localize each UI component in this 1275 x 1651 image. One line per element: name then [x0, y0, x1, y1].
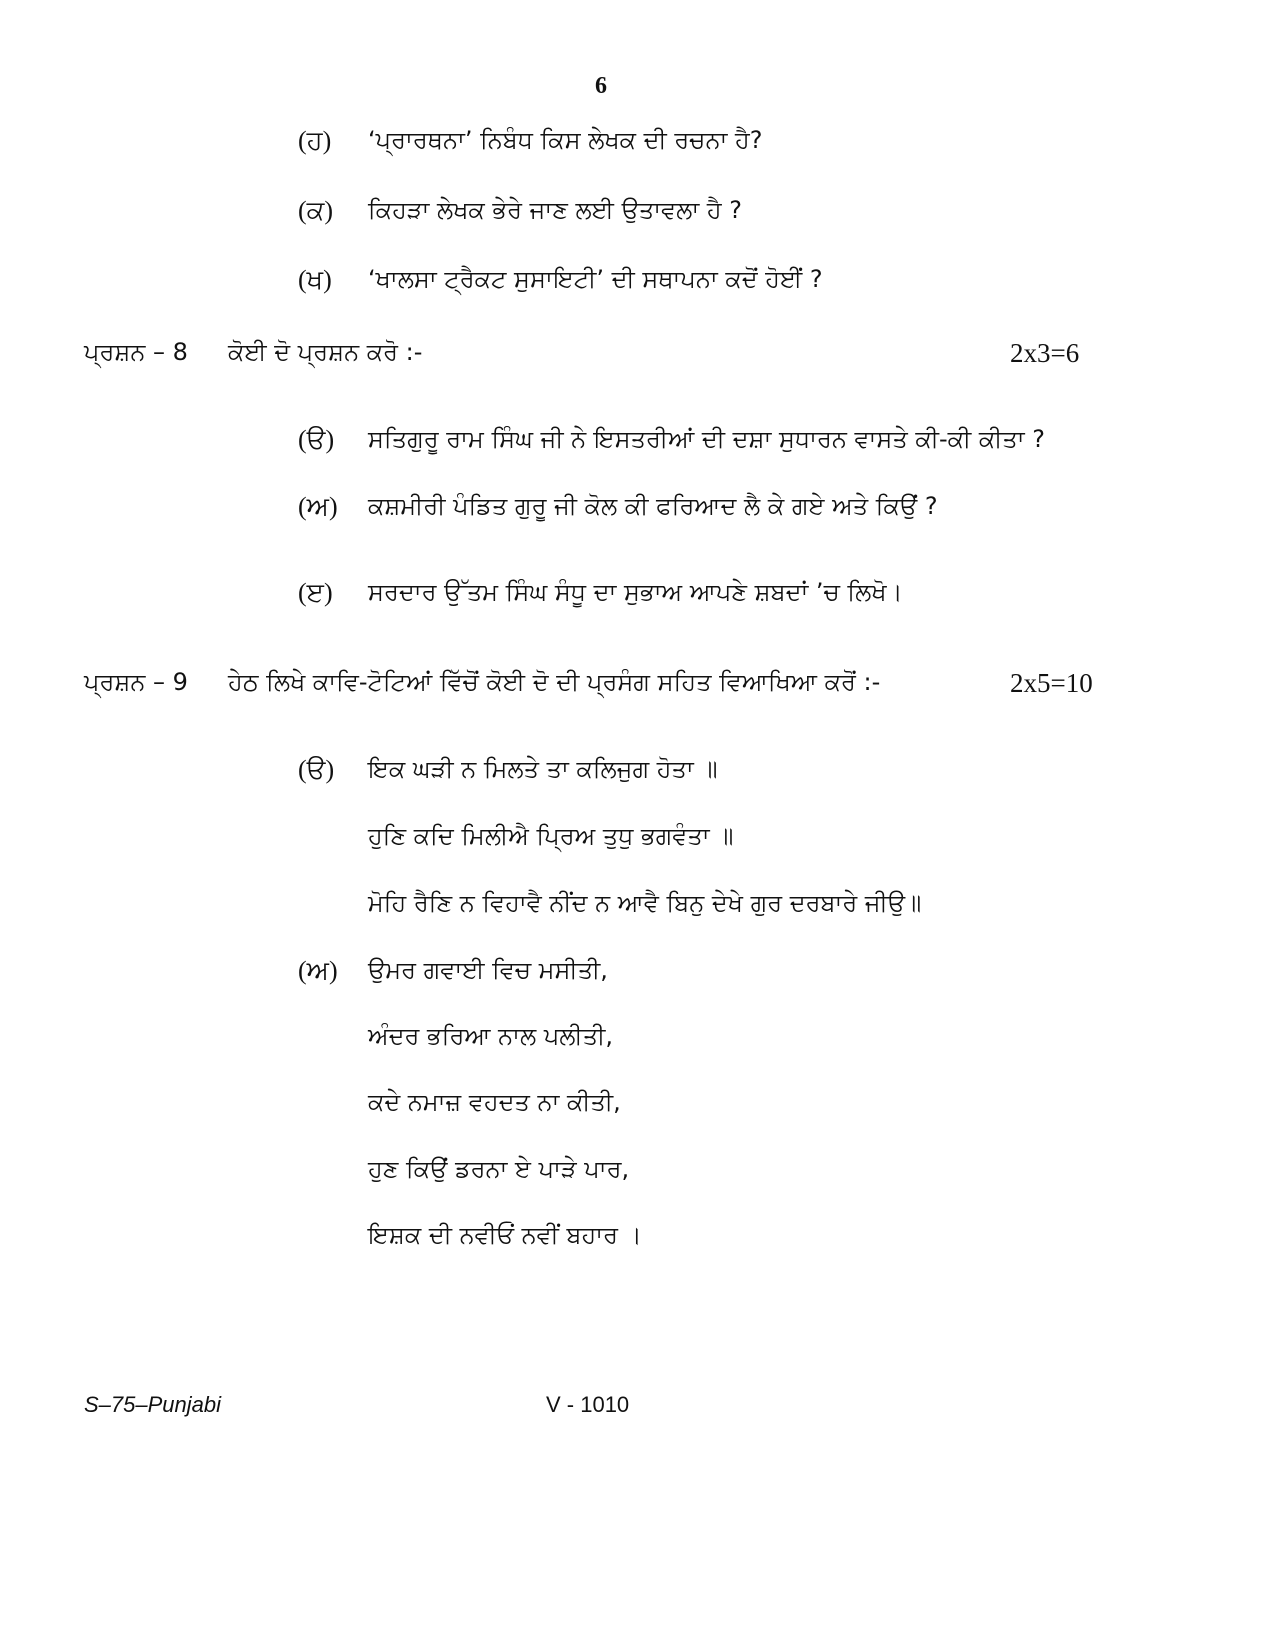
passage-line: ਹੁਣਿ ਕਦਿ ਮਿਲੀਐ ਪ੍ਰਿਅ ਤੁਧੁ ਭਗਵੰਤਾ ॥ — [368, 822, 734, 850]
passage-label: (ਅ) — [298, 956, 338, 985]
item-text: ਕਸ਼ਮੀਰੀ ਪੰਡਿਤ ਗੁਰੂ ਜੀ ਕੋਲ ਕੀ ਫਰਿਆਦ ਲੈ ਕੇ ਗਏ ਅਤੇ ਕਿਉਂ ? — [368, 492, 938, 520]
footer-version: V - 1010 — [546, 1392, 630, 1417]
passage-line: ਇਸ਼ਕ ਦੀ ਨਵੀਓਂ ਨਵੀਂ ਬਹਾਰ । — [368, 1221, 642, 1249]
passage-line: ਇਕ ਘੜੀ ਨ ਮਿਲਤੇ ਤਾ ਕਲਿਜੁਗ ਹੋਤਾ ॥ — [368, 755, 718, 783]
item-text: ‘ਪ੍ਰਾਰਥਨਾ’ ਨਿਬੰਧ ਕਿਸ ਲੇਖਕ ਦੀ ਰਚਨਾ ਹੈ? — [368, 126, 763, 154]
passage-line: ਉਮਰ ਗਵਾਈ ਵਿਚ ਮਸੀਤੀ, — [368, 956, 608, 984]
item-label: (ਕ) — [298, 196, 334, 225]
passage-line: ਮੋਹਿ ਰੈਣਿ ਨ ਵਿਹਾਵੈ ਨੀਂਦ ਨ ਆਵੈ ਬਿਨੁ ਦੇਖੇ ਗੁਰ ਦਰਬਾਰੇ ਜੀਉ॥ — [368, 889, 922, 917]
passage-line: ਹੁਣ ਕਿਉਂ ਡਰਨਾ ਏ ਪਾੜੇ ਪਾਰ, — [368, 1155, 630, 1183]
item-text: ਸਰਦਾਰ ਉੱਤਮ ਸਿੰਘ ਸੰਧੂ ਦਾ ਸੁਭਾਅ ਆਪਣੇ ਸ਼ਬਦਾਂ ’ਚ ਲਿਖੋ। — [368, 578, 903, 606]
item-label: (ੳ) — [298, 425, 335, 454]
item-label: (ਖ) — [298, 265, 332, 294]
passage-line: ਅੰਦਰ ਭਰਿਆ ਨਾਲ ਪਲੀਤੀ, — [368, 1022, 613, 1050]
question-9-instruction: ਹੇਠ ਲਿਖੇ ਕਾਵਿ-ਟੋਟਿਆਂ ਵਿੱਚੋਂ ਕੋਈ ਦੋ ਦੀ ਪ੍ਰਸੰਗ ਸਹਿਤ ਵਿਆਖਿਆ ਕਰੋਂ :- — [228, 668, 881, 696]
question-8-instruction: ਕੋਈ ਦੋ ਪ੍ਰਸ਼ਨ ਕਰੋ :- — [228, 338, 423, 366]
item-text: ਕਿਹੜਾ ਲੇਖਕ ਭੇਰੇ ਜਾਣ ਲਈ ਉਤਾਵਲਾ ਹੈ ? — [368, 196, 742, 224]
page-number: 6 — [595, 73, 607, 99]
passage-label: (ੳ) — [298, 755, 335, 784]
passage-line: ਕਦੇ ਨਮਾਜ਼ ਵਹਦਤ ਨਾ ਕੀਤੀ, — [368, 1088, 621, 1116]
question-8-marks: 2x3=6 — [1010, 338, 1080, 368]
question-9-marks: 2x5=10 — [1010, 668, 1093, 698]
item-label: (ਹ) — [298, 126, 332, 155]
item-label: (ੲ) — [298, 578, 333, 607]
question-8-label: ਪ੍ਰਸ਼ਨ – 8 — [84, 338, 188, 366]
item-text: ‘ਖਾਲਸਾ ਟ੍ਰੈਕਟ ਸੁਸਾਇਟੀ’ ਦੀ ਸਥਾਪਨਾ ਕਦੋਂ ਹੋਈਂ ? — [368, 265, 823, 293]
footer-subject-code: S–75–Punjabi — [84, 1392, 222, 1417]
question-9-label: ਪ੍ਰਸ਼ਨ – 9 — [84, 668, 188, 696]
item-label: (ਅ) — [298, 492, 338, 521]
item-text: ਸਤਿਗੁਰੂ ਰਾਮ ਸਿੰਘ ਜੀ ਨੇ ਇਸਤਰੀਆਂ ਦੀ ਦਸ਼ਾ ਸੁਧਾਰਨ ਵਾਸਤੇ ਕੀ-ਕੀ ਕੀਤਾ ? — [368, 425, 1046, 453]
